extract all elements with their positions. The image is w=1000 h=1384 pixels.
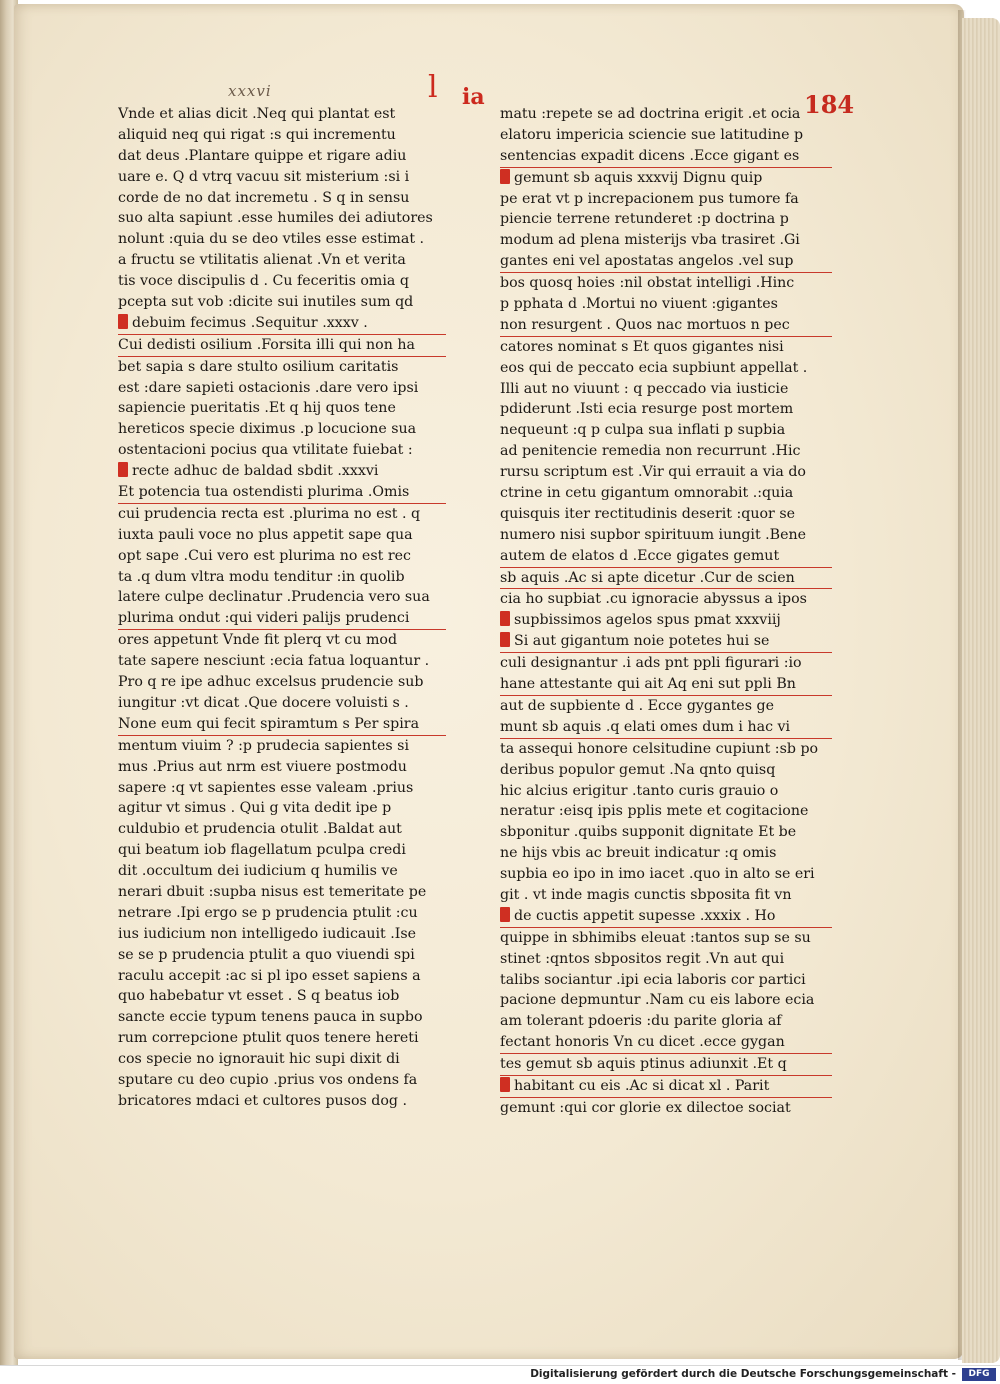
text-line: [118, 714, 446, 736]
text-line: [118, 1028, 446, 1049]
line-text: cui prudencia recta est .plurima no est . q: [118, 505, 421, 522]
text-line: [500, 1054, 832, 1076]
line-text: cos specie no ignorauit hic supi dixit di: [118, 1051, 400, 1068]
line-text: Vnde et alias dicit .Neq qui plantat est: [118, 106, 396, 122]
line-text: munt sb aquis .q elati omes dum i hac vi: [500, 718, 791, 735]
text-line: [118, 1070, 446, 1091]
line-text: Illi aut no viuunt : q peccado via iusticie: [500, 380, 789, 397]
text-line: [118, 229, 446, 250]
text-line: [118, 798, 446, 819]
line-text: numero nisi supbor spirituum iungit .Bene: [500, 526, 807, 543]
text-line: [500, 209, 832, 230]
line-text: qui beatum iob flagellatum pculpa credi: [118, 842, 406, 859]
text-line: [118, 882, 446, 903]
text-line: [500, 146, 832, 168]
line-text: dit .occultum dei iudicium q humilis ve: [118, 863, 398, 880]
line-text: bricatores mdaci et cultores pusos dog .: [118, 1092, 408, 1109]
text-line: [500, 717, 832, 739]
text-line: [500, 315, 832, 337]
text-line: [118, 672, 446, 693]
text-line: [500, 379, 832, 400]
text-line: [500, 589, 832, 610]
footer-bar: [0, 1365, 1000, 1384]
line-text: bet sapia s dare stulto osilium caritatis: [118, 358, 399, 375]
line-text: stinet :qntos sbpositos regit .Vn aut qui: [500, 950, 785, 967]
text-line: [118, 903, 446, 924]
line-text: git . vt inde magis cunctis sbposita fit vn: [500, 886, 792, 903]
text-line: [500, 420, 832, 441]
text-line: [500, 760, 832, 781]
line-text: nequeunt :q p culpa sua inflati p supbia: [500, 422, 786, 439]
line-text: corde de no dat incremetu . S q in sensu: [118, 189, 410, 206]
line-text: ctrine in cetu gigantum omnorabit .:quia: [500, 485, 794, 502]
line-text: pcepta sut vob :dicite sui inutiles sum qd: [118, 294, 414, 311]
text-line: [500, 1011, 832, 1032]
text-line: [500, 337, 832, 358]
funding-notice: Digitalisierung gefördert durch die Deutsche Forschungsgemeinschaft -: [530, 1368, 956, 1380]
line-text: aliquid neq qui rigat :s qui incrementu: [118, 126, 396, 143]
text-line: [118, 250, 446, 271]
line-text: piencie terrene retunderet :p doctrina p: [500, 211, 789, 228]
line-text: agitur vt simus . Qui g vita dedit ipe p: [118, 800, 392, 817]
text-line: [118, 504, 446, 525]
line-text: netrare .Ipi ergo se p prudencia ptulit :cu: [118, 904, 418, 921]
line-text: plurima ondut :qui videri palijs prudenci: [118, 610, 410, 627]
book-fore-edge: [962, 18, 1000, 1363]
line-text: am tolerant pdoeris :du parite gloria af: [500, 1013, 782, 1030]
text-line: [500, 189, 832, 210]
line-text: talibs sociantur .ipi ecia laboris cor partici: [500, 971, 806, 988]
text-line: [118, 924, 446, 945]
text-line: [500, 864, 832, 885]
text-line: [500, 125, 832, 146]
text-line: [500, 990, 832, 1011]
line-text: supbia eo ipo in imo iacet .quo in alto se eri: [500, 866, 815, 883]
line-text: iungitur :vt dicat .Que docere voluisti s .: [118, 694, 409, 711]
text-line: [118, 482, 446, 504]
line-text: ta .q dum vltra modu tenditur :in quolib: [118, 568, 405, 585]
line-text: suo alta sapiunt .esse humiles dei adiutores: [118, 210, 433, 227]
folio-number: 184: [804, 90, 855, 119]
line-text: hic alcius erigitur .tanto curis grauio o: [500, 782, 779, 799]
line-text: tate sapere nesciunt :ecia fatua loquantur .: [118, 653, 430, 670]
line-text: pacione depmuntur .Nam cu eis labore ecia: [500, 992, 815, 1009]
text-line: [118, 188, 446, 209]
rubrication-mark-icon: [500, 1077, 510, 1092]
line-text: culdubio et prudencia otulit .Baldat aut: [118, 821, 402, 838]
text-line: [118, 861, 446, 882]
text-line: [500, 696, 832, 717]
line-text: sapiencie pueritatis .Et q hij quos tene: [118, 400, 396, 417]
rubrication-mark-icon: [500, 632, 510, 647]
text-line: [118, 736, 446, 757]
line-text: catores nominat s Et quos gigantes nisi: [500, 338, 784, 355]
line-text: nerari dbuit :supba nisus est temeritate pe: [118, 883, 427, 900]
rubrication-mark-icon: [500, 611, 510, 626]
text-line: [118, 840, 446, 861]
text-line: [118, 146, 446, 167]
text-line: [118, 525, 446, 546]
text-line: [118, 819, 446, 840]
line-text: sancte eccie typum tenens pauca in supbo: [118, 1009, 423, 1026]
text-line: [118, 1049, 446, 1070]
text-line: [500, 822, 832, 843]
text-line: [500, 801, 832, 822]
text-line: [118, 693, 446, 714]
line-text: gemunt sb aquis xxxvij Dignu quip: [514, 169, 763, 186]
text-line: [500, 1076, 832, 1098]
line-text: de cuctis appetit supesse .xxxix . Ho: [514, 907, 776, 924]
line-text: cia ho supbiat .cu ignoracie abyssus a ipos: [500, 591, 807, 608]
line-text: non resurgent . Quos nac mortuos n pec: [500, 316, 790, 333]
line-text: bos quosq hoies :nil obstat intelligi .Hinc: [500, 275, 795, 292]
line-text: ad penitencie remedia non recurrunt .Hic: [500, 443, 801, 460]
line-text: ores appetunt Vnde fit plerq vt cu mod: [118, 632, 398, 649]
line-text: hane attestante qui ait Aq eni sut ppli Bn: [500, 676, 796, 693]
line-text: matu :repete se ad doctrina erigit .et ocia: [500, 106, 801, 122]
line-text: eos qui de peccato ecia supbiunt appellat .: [500, 359, 808, 376]
line-text: quo habebatur vt esset . S q beatus iob: [118, 988, 400, 1005]
line-text: mentum viuim ? :p prudecia sapientes si: [118, 737, 409, 754]
text-line: [118, 945, 446, 966]
line-text: latere culpe declinatur .Prudencia vero sua: [118, 589, 430, 606]
line-text: opt sape .Cui vero est plurima no est rec: [118, 547, 411, 564]
line-text: quippe in sbhimibs eleuat :tantos sup se su: [500, 929, 811, 946]
line-text: quisquis iter rectitudinis deserit :quor se: [500, 505, 795, 522]
text-line: [118, 440, 446, 461]
text-line: [118, 567, 446, 588]
line-text: uare e. Q d vtrq vacuu sit misterium :si i: [118, 168, 410, 185]
text-line: [500, 1098, 832, 1119]
rubrication-mark-icon: [500, 907, 510, 922]
line-text: gemunt :qui cor glorie ex dilectoe sociat: [500, 1099, 791, 1116]
text-line: [500, 441, 832, 462]
text-line: [118, 271, 446, 292]
text-line: [118, 357, 446, 378]
line-text: sbponitur .quibs supponit dignitate Et be: [500, 824, 797, 841]
line-text: sb aquis .Ac si apte dicetur .Cur de scien: [500, 569, 795, 586]
line-text: raculu accepit :ac si pl ipo esset sapiens a: [118, 967, 421, 984]
text-line: [500, 610, 832, 631]
line-text: ius iudicium non intelligedo iudicauit .Ise: [118, 925, 417, 942]
line-text: culi designantur .i ads pnt ppli figurari :io: [500, 655, 802, 672]
text-line: [500, 104, 832, 125]
text-line: [118, 757, 446, 778]
text-line: [118, 630, 446, 651]
line-text: None eum qui fecit spiramtum s Per spira: [118, 715, 420, 732]
folio-mark-left: xxxvi: [228, 82, 272, 100]
line-text: se se p prudencia ptulit a quo viuendi spi: [118, 946, 415, 963]
text-line: [500, 949, 832, 970]
text-line: [500, 251, 832, 273]
line-text: supbissimos agelos spus pmat xxxviij: [514, 612, 781, 629]
text-line: [500, 358, 832, 379]
text-line: [118, 398, 446, 419]
line-text: fectant honoris Vn cu dicet .ecce gygan: [500, 1034, 785, 1051]
text-line: [500, 483, 832, 504]
line-text: autem de elatos d .Ecce gigates gemut: [500, 547, 780, 564]
text-line: [500, 674, 832, 696]
line-text: tes gemut sb aquis ptinus adiunxit .Et q: [500, 1056, 787, 1073]
text-line: [500, 906, 832, 928]
line-text: deribus populor gemut .Na qnto quisq: [500, 761, 776, 778]
text-line: [118, 778, 446, 799]
rubric-mark-l: l: [428, 70, 438, 105]
line-text: dat deus .Plantare quippe et rigare adiu: [118, 147, 407, 164]
line-text: hereticos specie diximus .p locucione sua: [118, 421, 417, 438]
text-line: [500, 168, 832, 189]
rubric-mark-ia: ia: [462, 84, 485, 110]
text-line: [500, 739, 832, 760]
text-line: [118, 587, 446, 608]
line-text: Si aut gigantum noie potetes hui se: [514, 633, 770, 650]
line-text: Cui dedisti osilium .Forsita illi qui non ha: [118, 336, 415, 353]
text-line: [118, 419, 446, 440]
text-line: [500, 294, 832, 315]
text-line: [500, 781, 832, 802]
line-text: elatoru impericia sciencie sue latitudine p: [500, 126, 804, 143]
line-text: mus .Prius aut nrm est viuere postmodu: [118, 758, 407, 775]
text-line: [500, 230, 832, 251]
line-text: rursu scriptum est .Vir qui errauit a via do: [500, 464, 806, 481]
text-line: [118, 608, 446, 630]
line-text: neratur :eisq ipis pplis mete et cogitacione: [500, 803, 809, 820]
text-line: [118, 167, 446, 188]
line-text: sapere :q vt sapientes esse valeam .prius: [118, 779, 414, 796]
text-line: [500, 462, 832, 483]
text-line: [118, 986, 446, 1007]
line-text: Et potencia tua ostendisti plurima .Omis: [118, 484, 410, 501]
text-line: [500, 970, 832, 991]
rubrication-mark-icon: [118, 462, 128, 477]
line-text: nolunt :quia du se deo vtiles esse estimat .: [118, 231, 425, 248]
text-column-left: [118, 104, 446, 1112]
text-line: [118, 104, 446, 125]
text-line: [118, 313, 446, 335]
text-line: [500, 843, 832, 864]
text-line: [500, 273, 832, 294]
text-line: [500, 504, 832, 525]
text-line: [500, 525, 832, 546]
text-line: [118, 292, 446, 313]
text-line: [118, 1091, 446, 1112]
text-line: [500, 885, 832, 906]
dfg-logo-icon: DFG: [962, 1368, 996, 1381]
rubrication-mark-icon: [500, 169, 510, 184]
text-line: [118, 335, 446, 357]
text-line: [118, 546, 446, 567]
text-line: [118, 378, 446, 399]
text-line: [500, 653, 832, 674]
line-text: pe erat vt p increpacionem pus tumore fa: [500, 190, 799, 207]
line-text: Pro q re ipe adhuc excelsus prudencie sub: [118, 674, 424, 691]
text-line: [500, 399, 832, 420]
text-line: [118, 125, 446, 146]
line-text: ne hijs vbis ac breuit indicatur :q omis: [500, 845, 777, 862]
line-text: recte adhuc de baldad sbdit .xxxvi: [132, 463, 379, 480]
text-line: [118, 1007, 446, 1028]
text-line: [118, 651, 446, 672]
line-text: p pphata d .Mortui no viuent :gigantes: [500, 296, 778, 313]
line-text: a fructu se vtilitatis alienat .Vn et verita: [118, 252, 406, 269]
text-line: [118, 966, 446, 987]
rubrication-mark-icon: [118, 314, 128, 329]
line-text: sentencias expadit dicens .Ecce gigant es: [500, 147, 800, 164]
line-text: ostentacioni pocius qua vtilitate fuiebat :: [118, 442, 413, 459]
line-text: ta assequi honore celsitudine cupiunt :sb po: [500, 740, 819, 757]
text-line: [118, 461, 446, 482]
line-text: gantes eni vel apostatas angelos .vel sup: [500, 253, 794, 270]
line-text: est :dare sapieti ostacionis .dare vero ipsi: [118, 379, 419, 396]
text-line: [500, 631, 832, 653]
line-text: aut de supbiente d . Ecce gygantes ge: [500, 697, 774, 714]
line-text: rum correpcione ptulit quos tenere hereti: [118, 1030, 419, 1047]
text-line: [500, 546, 832, 568]
line-text: debuim fecimus .Sequitur .xxxv .: [132, 314, 368, 331]
text-line: [118, 208, 446, 229]
line-text: habitant cu eis .Ac si dicat xl . Parit: [514, 1077, 770, 1094]
line-text: tis voce discipulis d . Cu feceritis omia q: [118, 273, 409, 290]
line-text: modum ad plena misterijs vba trasiret .Gi: [500, 232, 800, 249]
text-line: [500, 1032, 832, 1054]
text-line: [500, 928, 832, 949]
line-text: iuxta pauli voce no plus appetit sape qua: [118, 526, 413, 543]
text-column-right: [500, 104, 832, 1119]
line-text: sputare cu deo cupio .prius vos ondens fa: [118, 1071, 418, 1088]
line-text: pdiderunt .Isti ecia resurge post mortem: [500, 401, 794, 418]
text-line: [500, 568, 832, 590]
